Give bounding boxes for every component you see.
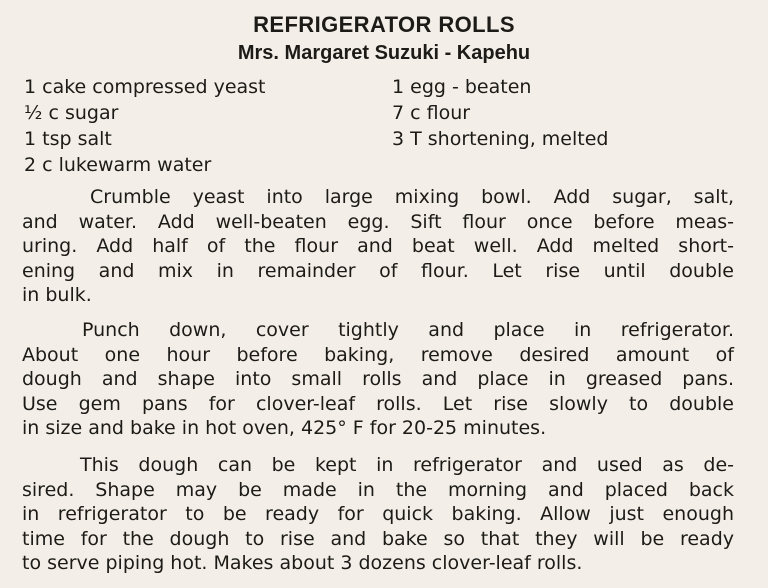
instructions-paragraph-3	[22, 453, 734, 576]
paragraph-line: time for the dough to rise and bake so that they will be ready	[22, 527, 734, 550]
ingredient-item: 1 egg - beaten	[392, 76, 532, 98]
instructions-paragraph-2	[22, 318, 734, 441]
ingredients-right	[392, 74, 608, 152]
paragraph-line: dough and shape into small rolls and place in greased pans.	[22, 368, 734, 390]
paragraph-line: in bulk.	[22, 284, 92, 306]
paragraph-line: in size and bake in hot oven, 425° F for 20-25 minutes.	[22, 417, 547, 439]
recipe-title: REFRIGERATOR ROLLS	[253, 12, 515, 37]
paragraph-line: This dough can be kept in refrigerator and used as de-	[80, 454, 734, 476]
ingredient-item: ½ c sugar	[24, 102, 119, 124]
paragraph-line: About one hour before baking, remove desired amount of	[22, 343, 734, 366]
ingredient-item: 2 c lukewarm water	[24, 154, 212, 176]
instructions-paragraph-1	[22, 185, 734, 308]
paragraph-line: Use gem pans for clover-leaf rolls. Let rise slowly to double	[22, 392, 734, 415]
paragraph-line: uring. Add half of the flour and beat well. Add melted short-	[22, 235, 734, 257]
paragraph-line: to serve piping hot. Makes about 3 dozens clover-leaf rolls.	[22, 552, 583, 574]
ingredients-left	[24, 74, 266, 178]
paragraph-line: in refrigerator to be ready for quick baking. Allow just enough	[22, 503, 734, 525]
ingredient-item: 3 T shortening, melted	[392, 128, 609, 150]
paragraph-line: ening and mix in remainder of flour. Let rise until double	[22, 259, 734, 282]
paragraph-line: sired. Shape may be made in the morning and placed back	[22, 478, 734, 501]
paragraph-line: Punch down, cover tightly and place in refrigerator.	[82, 319, 734, 341]
ingredient-item: 7 c flour	[392, 102, 471, 124]
paragraph-line: Crumble yeast into large mixing bowl. Add sugar, salt,	[90, 186, 734, 208]
ingredient-item: 1 tsp salt	[24, 128, 112, 150]
ingredient-item: 1 cake compressed yeast	[24, 76, 266, 98]
recipe-author: Mrs. Margaret Suzuki - Kapehu	[237, 42, 531, 64]
paragraph-line: and water. Add well-beaten egg. Sift flour once before meas-	[22, 210, 734, 233]
